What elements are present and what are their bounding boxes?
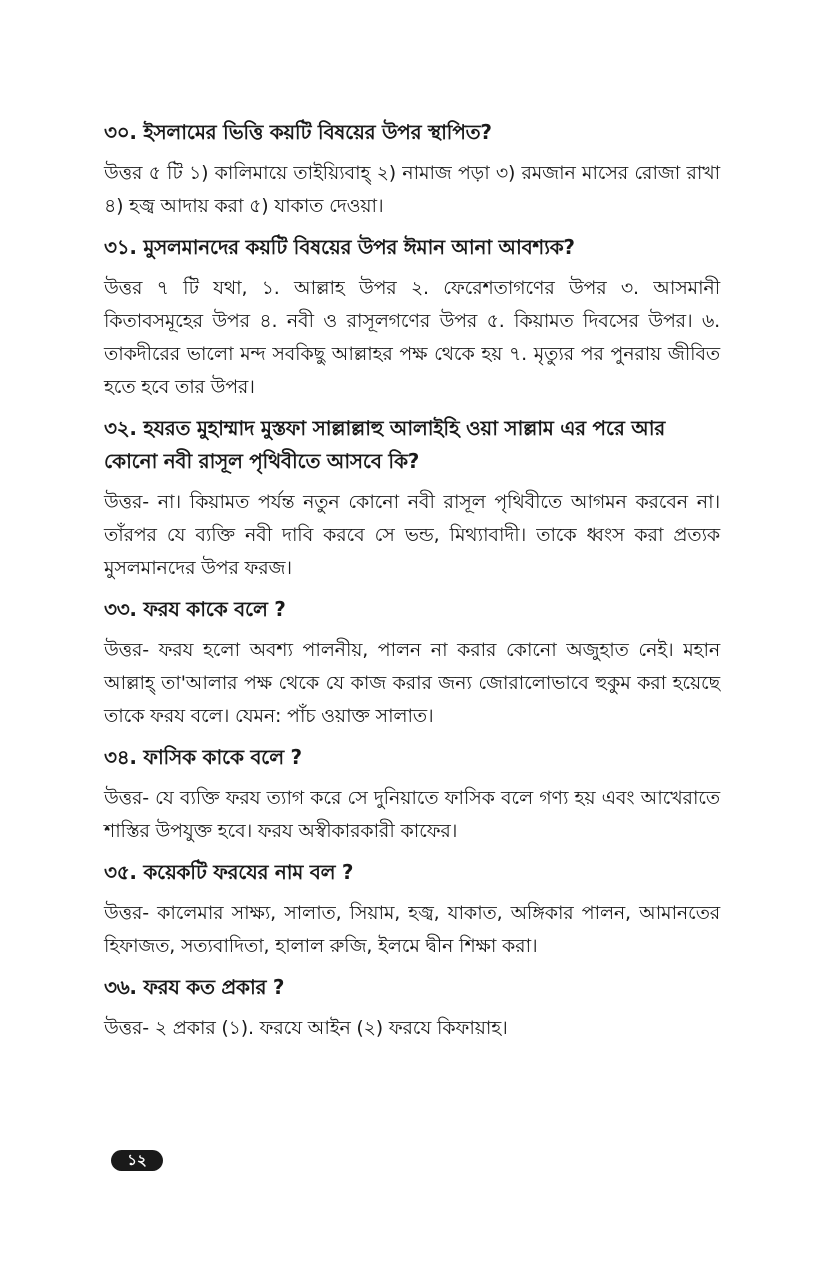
qa-item-36 <box>104 971 720 1045</box>
page-body <box>104 116 720 1053</box>
question-heading: ৩৬. ফরয কত প্রকার ? <box>104 975 285 999</box>
qa-item-30 <box>104 116 720 223</box>
question-heading: ৩১. মুসলমানদের কয়টি বিষয়ের উপর ঈমান আনা আবশ্যক? <box>104 235 575 259</box>
qa-item-33 <box>104 593 720 733</box>
qa-item-34 <box>104 741 720 848</box>
answer-text: উত্তর ৫ টি ১) কালিমায়ে তাইয়্যিবাহ্ ২) নামাজ পড়া ৩) রমজান মাসের রোজা রাখা ৪) হজ্ব আদায় করা ৫) যাকাত দেওয়া। <box>104 162 720 217</box>
answer-text: উত্তর- না। কিয়ামত পর্যন্ত নতুন কোনো নবী রাসূল পৃথিবীতে আগমন করবেন না। তাঁরপর যে ব্যক্তি নবী দাবি করবে সে ভন্ড, মিথ্যাবাদী। তাকে ধ্বংস করা প্রত্যক মুসলমানদের উপর ফরজ। <box>104 491 720 579</box>
question-heading: ৩৫. কয়েকটি ফরযের নাম বল ? <box>104 860 354 884</box>
question-heading: ৩২. হযরত মুহাম্মাদ মুস্তফা সাল্লাল্লাহু আলাইহি ওয়া সাল্লাম এর পরে আর কোনো নবী রাসূল পৃথিবীতে আসবে কি? <box>104 416 665 473</box>
qa-item-31 <box>104 231 720 404</box>
question-heading: ৩৪. ফাসিক কাকে বলে ? <box>104 745 302 769</box>
answer-text: উত্তর- ফরয হলো অবশ্য পালনীয়, পালন না করার কোনো অজুহাত নেই। মহান আল্লাহ্ তা'আলার পক্ষ থেকে যে কাজ করার জন্য জোরালোভাবে হুকুম করা হয়েছে তাকে ফরয বলে। যেমন: পাঁচ ওয়াক্ত সালাত। <box>104 639 720 727</box>
qa-item-32 <box>104 412 720 585</box>
answer-text: উত্তর- যে ব্যক্তি ফরয ত্যাগ করে সে দুনিয়াতে ফাসিক বলে গণ্য হয় এবং আখেরাতে শাস্তির উপযুক্ত হবে। ফরয অস্বীকারকারী কাফের। <box>104 787 720 842</box>
question-heading: ৩৩. ফরয কাকে বলে ? <box>104 597 286 621</box>
question-heading: ৩০. ইসলামের ভিত্তি কয়টি বিষয়ের উপর স্থাপিত? <box>104 120 492 144</box>
answer-text: উত্তর ৭ টি যথা, ১. আল্লাহ উপর ২. ফেরেশতাগণের উপর ৩. আসমানী কিতাবসমূহের উপর ৪. নবী ও রাসূলগণের উপর ৫. কিয়ামত দিবসের উপর। ৬. তাকদীরের ভালো মন্দ সবকিছু আল্লাহর পক্ষ থেকে হয় ৭. মৃত্যুর পর পুনরায় জীবিত হতে হবে তার উপর। <box>104 277 720 398</box>
qa-item-35 <box>104 856 720 963</box>
answer-text: উত্তর- ২ প্রকার (১). ফরযে আইন (২) ফরযে কিফায়াহ। <box>104 1017 508 1039</box>
page-number-badge: ১২ <box>111 1150 163 1171</box>
answer-text: উত্তর- কালেমার সাক্ষ্য, সালাত, সিয়াম, হজ্ব, যাকাত, অঙ্গিকার পালন, আমানতের হিফাজত, সত্যবাদিতা, হালাল রুজি, ইলমে দ্বীন শিক্ষা করা। <box>104 902 720 957</box>
